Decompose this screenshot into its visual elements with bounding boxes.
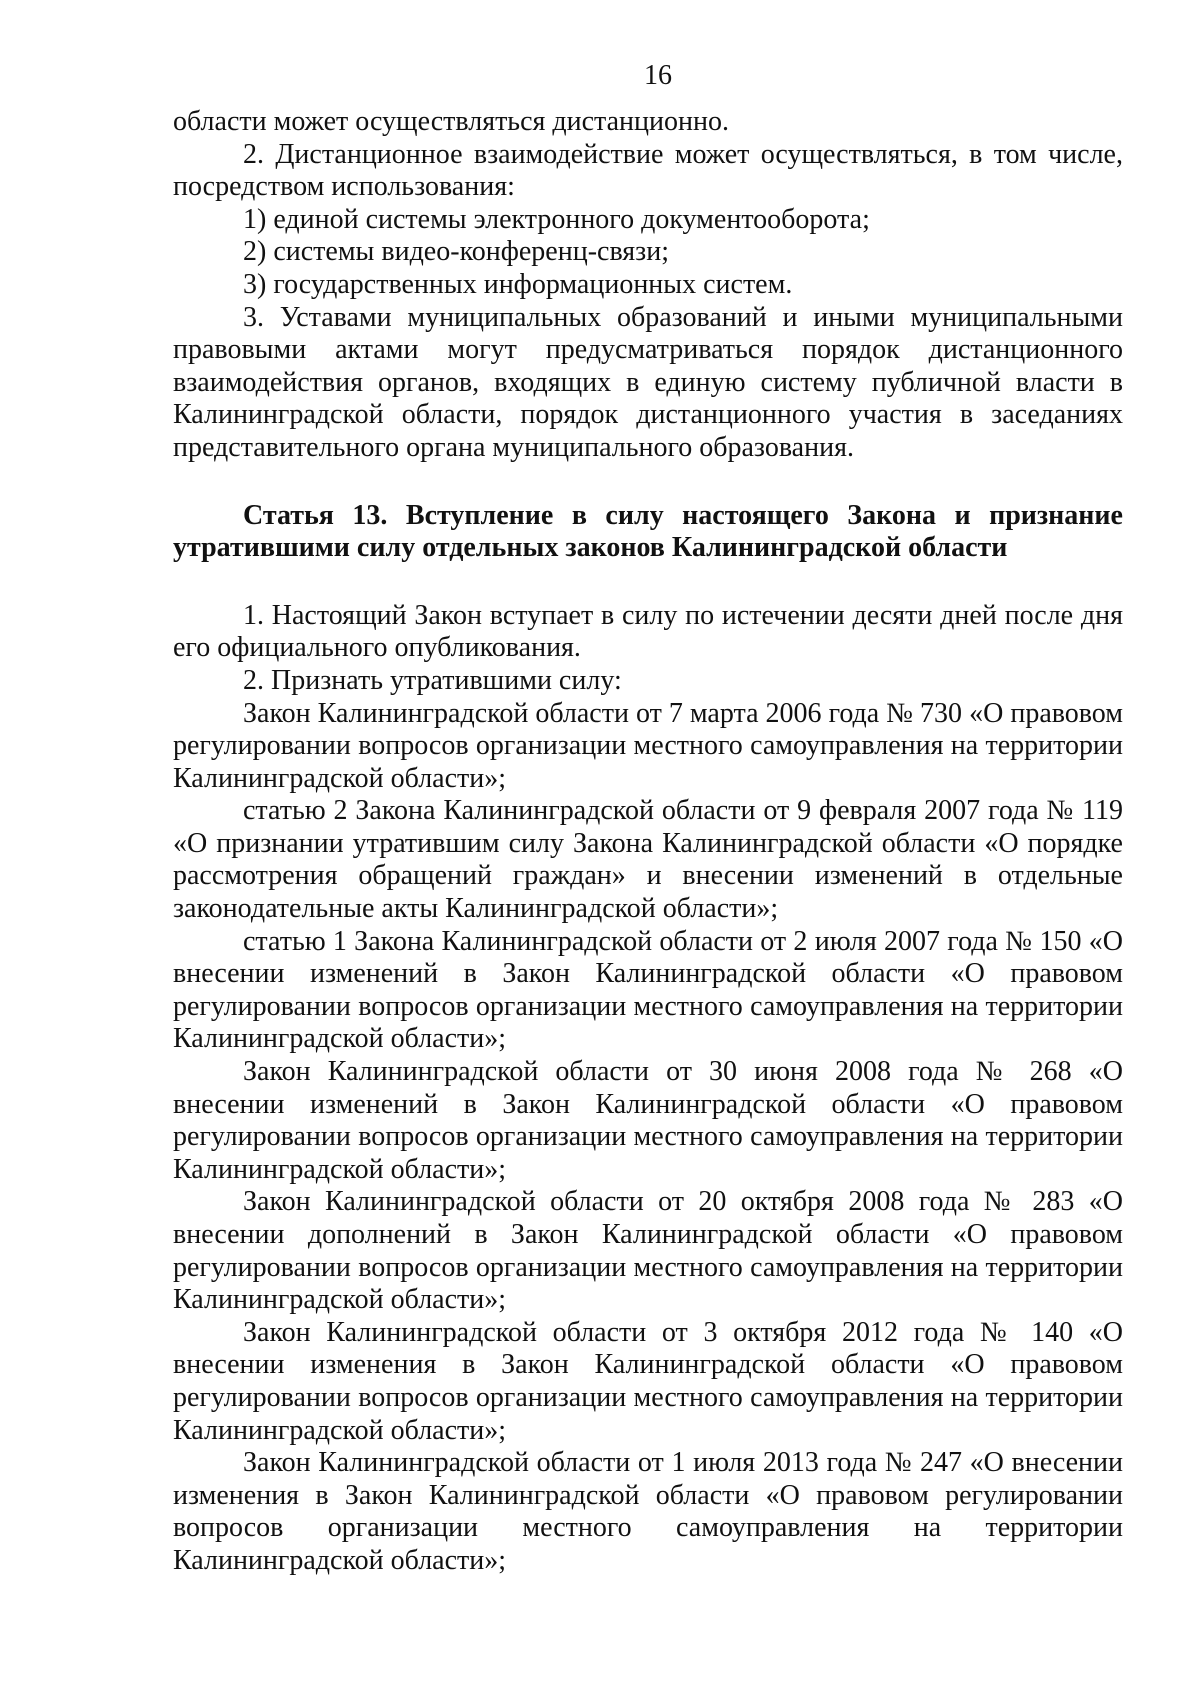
list-item-1: 1) единой системы электронного документооборота;: [243, 203, 870, 235]
list-item-2: 2) системы видео-конференц-связи;: [243, 236, 670, 268]
repealed-law-item: Закон Калининградской области от 20 октября 2008 года № 283 «О внесении дополнений в Закон Калининградской области «О правовом регулировании вопросов организации местного самоуправления на территории Калининградской области»;: [173, 1186, 1123, 1316]
document-page: [173, 60, 1123, 1578]
paragraph-item-3: 3. Уставами муниципальных образований и иными муниципальными правовыми актами могут предусматриваться порядок дистанционного взаимодействия органов, входящих в единую систему публичной власти в Калининградской области, порядок дистанционного участия в заседаниях представительного органа муниципального образования.: [173, 301, 1123, 463]
paragraph-repeal-intro: 2. Признать утратившими силу:: [243, 664, 622, 696]
repealed-law-item: Закон Калининградской области от 7 марта 2006 года № 730 «О правовом регулировании вопросов организации местного самоуправления на территории Калининградской области»;: [173, 697, 1123, 794]
repealed-law-item: Закон Калининградской области от 3 октября 2012 года № 140 «О внесении изменения в Закон Калининградской области «О правовом регулировании вопросов организации местного самоуправления на территории Калининградской области»;: [173, 1316, 1123, 1446]
page-number: 16: [644, 60, 672, 91]
repealed-law-item: статью 2 Закона Калининградской области от 9 февраля 2007 года № 119 «О признании утратившим силу Закона Калининградской области «О порядке рассмотрения обращений граждан» и внесении изменений в отдельные законодательные акты Калининградской области»;: [173, 795, 1123, 925]
repealed-law-item: статью 1 Закона Калининградской области от 2 июля 2007 года № 150 «О внесении изменений в Закон Калининградской области «О правовом регулировании вопросов организации местного самоуправления на территории Калининградской области»;: [173, 925, 1123, 1055]
article-13-heading: Статья 13. Вступление в силу настоящего Закона и признание утратившими силу отдельных законов Калининградской области: [173, 499, 1123, 564]
repealed-law-item: Закон Калининградской области от 1 июля 2013 года № 247 «О внесении изменения в Закон Калининградской области «О правовом регулировании вопросов организации местного самоуправления на территории Калининградской области»;: [173, 1447, 1123, 1576]
paragraph-item-2: 2. Дистанционное взаимодействие может осуществляться, в том числе, посредством использования:: [173, 138, 1123, 203]
repealed-law-item: Закон Калининградской области от 30 июня 2008 года № 268 «О внесении изменений в Закон Калининградской области «О правовом регулировании вопросов организации местного самоуправления на территории Калининградской области»;: [173, 1056, 1123, 1185]
paragraph-continuation: области может осуществляться дистанционно.: [173, 106, 729, 137]
paragraph-entry-into-force: 1. Настоящий Закон вступает в силу по истечении десяти дней после дня его официального опубликования.: [173, 599, 1123, 664]
list-item-3: 3) государственных информационных систем.: [243, 268, 793, 300]
